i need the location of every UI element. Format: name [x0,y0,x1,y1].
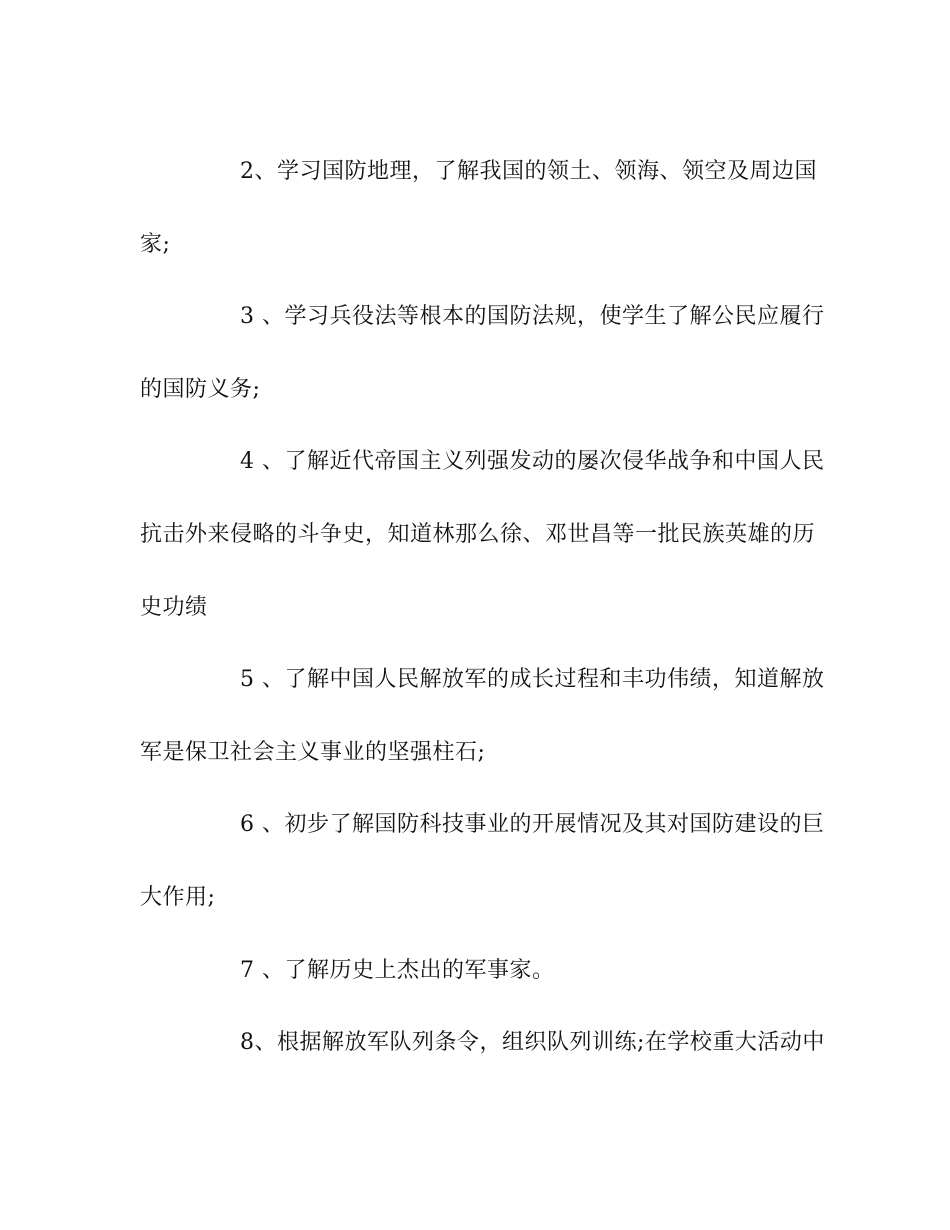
paragraph-2 [140,136,817,281]
paragraph-line: 5 、了解中国人民解放军的成长过程和丰功伟绩，知道解放 [240,667,825,693]
paragraph-line: 4 、了解近代帝国主义列强发动的屡次侵华战争和中国人民 [240,449,825,475]
document-body [140,136,825,1080]
paragraph-line: 抗击外来侵略的斗争史，知道林那么徐、邓世昌等一批民族英雄的历 [140,521,816,547]
paragraph-8 [140,1007,825,1080]
paragraph-line: 8、根据解放军队列条令，组织队列训练;在学校重大活动中 [240,1030,825,1056]
paragraph-line: 史功绩 [140,594,208,620]
paragraph-line: 3 、学习兵役法等根本的国防法规，使学生了解公民应履行 [240,304,825,330]
paragraph-3 [140,281,825,426]
paragraph-line: 的国防义务; [140,376,261,402]
paragraph-line: 军是保卫社会主义事业的坚强柱石; [140,739,486,765]
paragraph-4 [140,426,825,644]
paragraph-7 [140,935,810,1008]
paragraph-line: 大作用; [140,884,216,910]
paragraph-6 [140,789,825,934]
paragraph-line: 7 、了解历史上杰出的军事家。 [240,957,555,983]
paragraph-5 [140,644,825,789]
paragraph-line: 6 、初步了解国防科技事业的开展情况及其对国防建设的巨 [240,812,825,838]
paragraph-line: 家; [140,231,171,257]
paragraph-line: 2、学习国防地理，了解我国的领土、领海、领空及周边国 [240,159,817,184]
